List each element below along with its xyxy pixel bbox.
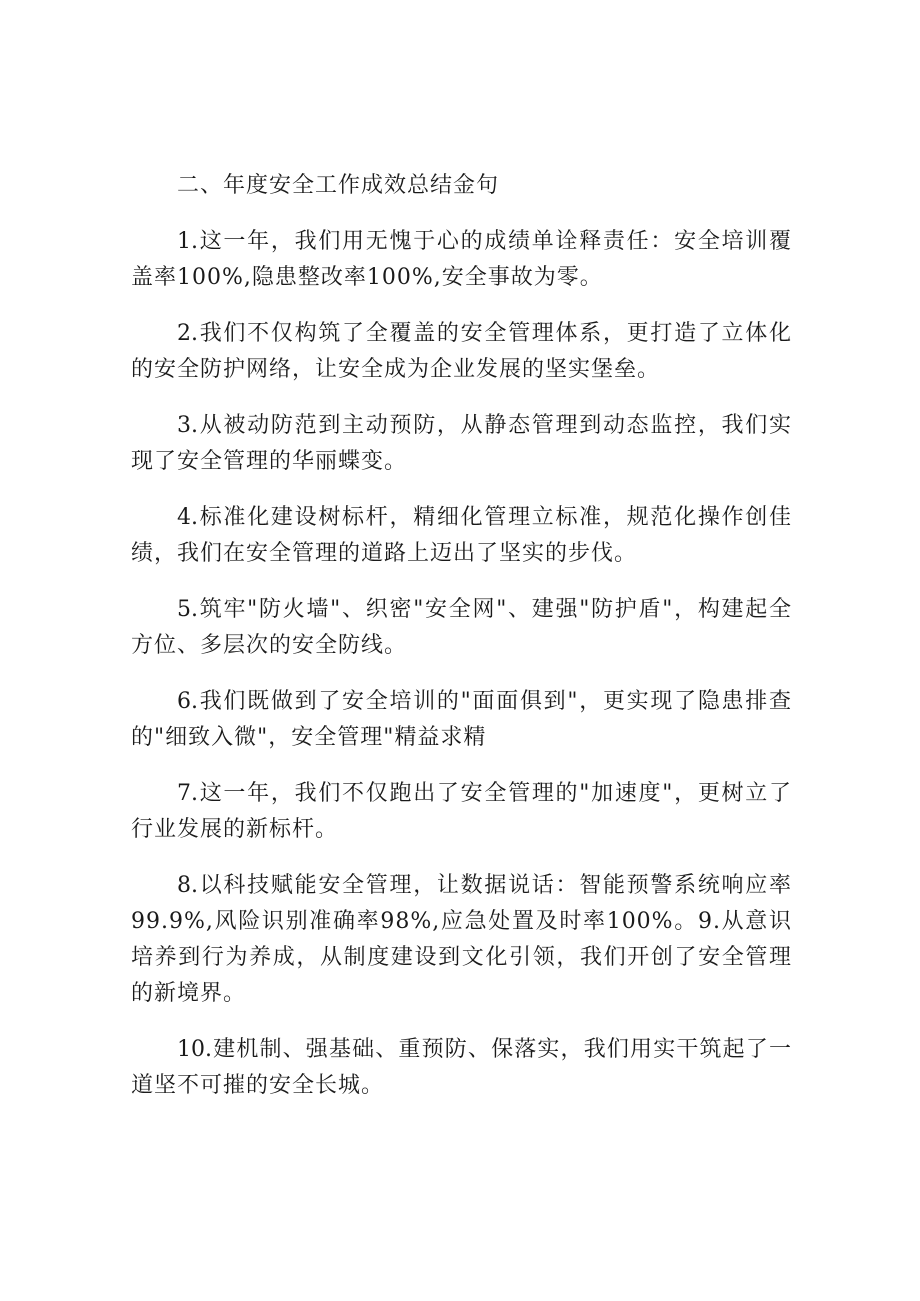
list-item [131, 408, 792, 480]
item-text: .这一年，我们用无愧于心的成绩单诠释责任：安全培训覆盖率100%,隐患整改率100%,安全事故为零。 [131, 229, 792, 290]
section-heading: 二、年度安全工作成效总结金句 [177, 173, 500, 198]
item-number: 10 [177, 1037, 205, 1062]
item-text: .标准化建设树标杆，精细化管理立标准，规范化操作创佳绩，我们在安全管理的道路上迈出了坚实的步伐。 [131, 505, 792, 566]
item-number: 3 [177, 413, 191, 438]
list-item [131, 776, 792, 848]
item-number: 4 [177, 505, 191, 530]
list-item [131, 224, 792, 296]
list-item [131, 1032, 792, 1104]
item-text: .以科技赋能安全管理，让数据说话：智能预警系统响应率99.9%,风险识别准确率98%,应急处置及时率100%。9.从意识培养到行为养成，从制度建设到文化引领，我们开创了安全管理的新境界。 [131, 873, 792, 1006]
list-item [131, 316, 792, 388]
item-text: .这一年，我们不仅跑出了安全管理的"加速度"，更树立了行业发展的新标杆。 [131, 781, 792, 842]
item-text: .建机制、强基础、重预防、保落实，我们用实干筑起了一道坚不可摧的安全长城。 [131, 1037, 792, 1098]
item-number: 2 [177, 321, 191, 346]
item-number: 5 [177, 597, 191, 622]
item-number: 1 [177, 229, 191, 254]
item-number: 7 [177, 781, 191, 806]
item-text: .从被动防范到主动预防，从静态管理到动态监控，我们实现了安全管理的华丽蝶变。 [131, 413, 792, 474]
item-text: .我们不仅构筑了全覆盖的安全管理体系，更打造了立体化的安全防护网络，让安全成为企业发展的坚实堡垒。 [131, 321, 792, 382]
item-text: .筑牢"防火墙"、织密"安全网"、建强"防护盾"，构建起全方位、多层次的安全防线。 [131, 597, 792, 658]
item-text: .我们既做到了安全培训的"面面俱到"，更实现了隐患排查的"细致入微"，安全管理"精益求精 [131, 689, 792, 750]
item-number: 8 [177, 873, 191, 898]
list-item [131, 684, 792, 756]
list-item [131, 592, 792, 664]
list-item [131, 868, 792, 1012]
list-item [131, 500, 792, 572]
item-number: 6 [177, 689, 191, 714]
